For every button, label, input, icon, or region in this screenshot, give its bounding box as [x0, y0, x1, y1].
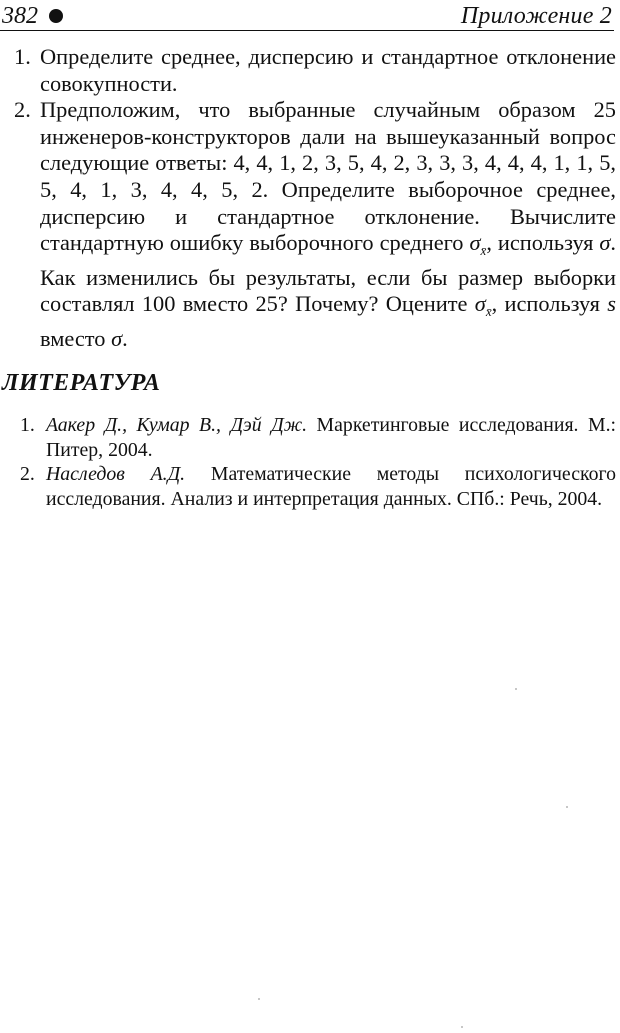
exercise-text-part: . Как изменились бы результаты, если бы размер выборки составлял 100 вместо 25? Почему? Оцените [40, 230, 617, 317]
exercise-text-part: . [122, 325, 128, 351]
reference-text: Маркетинговые исследования. М.: Питер, 2004. [46, 414, 617, 461]
reference-number: 1. [20, 414, 35, 436]
scan-speck [566, 806, 568, 808]
reference-authors: Наследов А.Д. [46, 463, 186, 485]
sigma-symbol: σ [469, 230, 481, 256]
reference-text: Математические методы психологического исследования. Анализ и интерпретация данных. СПб.: Речь, 2004. [46, 463, 616, 510]
sigma-symbol: σ [111, 325, 123, 351]
exercise-list [14, 44, 616, 353]
xbar-subscript: x̄ [485, 304, 492, 320]
exercise-text-part: Предположим, что выбранные случайным образом 25 инженеров-конструкторов дали на вышеуказанный вопрос следующие ответы: 4, 4, 1, 2, 3, 5, 4, 2, 3, 3, 3, 4, 4, 4, 1, 1, 5, 5, 4, 1, 3, 4, 4, 5, 2. Определите выборочное среднее, дисперсию и стандартное отклонение. Вычислите стандартную ошибку выборочного среднего [40, 97, 616, 256]
exercise-text: Определите среднее, дисперсию и стандартное отклонение совокупности. [40, 44, 616, 96]
sigma-symbol: σ [599, 230, 611, 256]
s-symbol: s [607, 291, 616, 317]
running-title: Приложение 2 [460, 3, 612, 29]
reference-authors: Аакер Д., Кумар В., Дэй Дж. [46, 414, 308, 436]
reference-list [20, 413, 616, 511]
reference-item [20, 462, 616, 511]
exercise-text-part: , используя [486, 230, 600, 256]
reference-number: 2. [20, 463, 35, 485]
exercise-number: 2. [14, 97, 31, 123]
reference-item [20, 413, 616, 462]
exercise-text-part: вместо [40, 325, 112, 351]
scan-speck [258, 998, 260, 1000]
exercise-text-part: , используя [491, 291, 608, 317]
scan-speck [515, 688, 517, 690]
exercise-item [14, 44, 616, 97]
exercise-text [40, 97, 616, 352]
exercise-number: 1. [14, 44, 31, 69]
references-heading: ЛИТЕРАТУРА [2, 370, 161, 396]
page-number: 382 [2, 3, 38, 29]
exercise-item [14, 97, 616, 352]
scan-speck [461, 1026, 463, 1028]
running-header [0, 2, 614, 31]
xbar-subscript: x̄ [480, 243, 487, 259]
sigma-symbol: σ [474, 291, 486, 317]
bullet-dot-icon [49, 9, 63, 23]
